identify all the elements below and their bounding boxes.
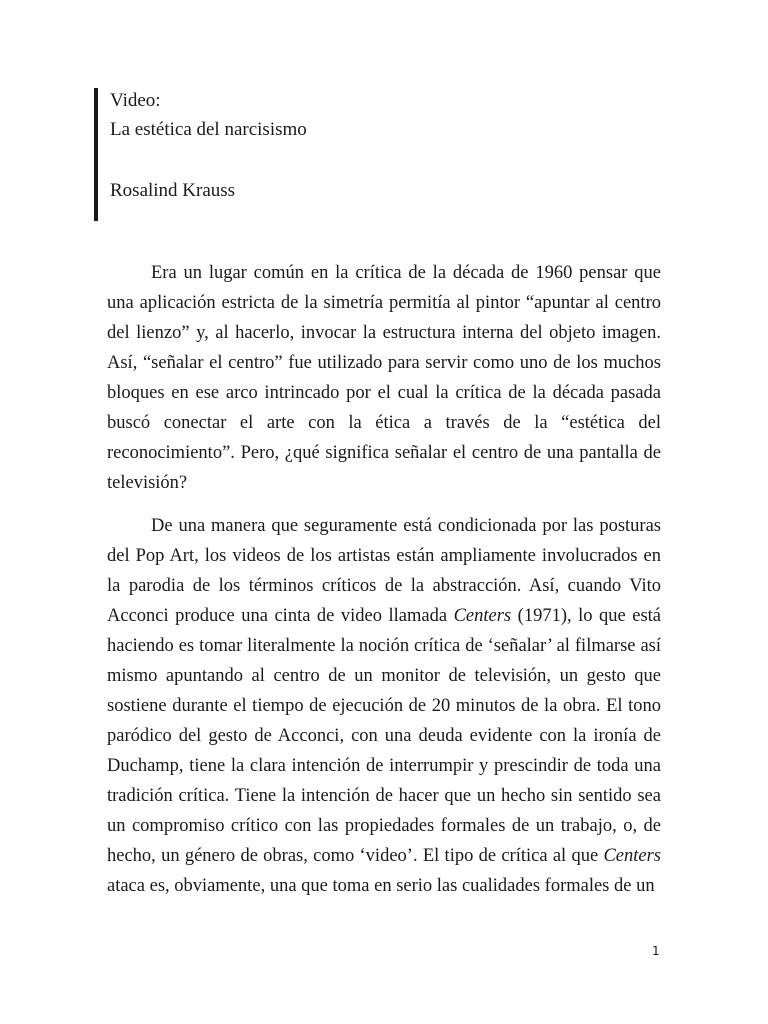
italic-title: Centers (453, 606, 512, 626)
title-line-video: Video: (110, 90, 161, 111)
italic-title: Centers (603, 846, 661, 866)
paragraph-1 (107, 258, 661, 498)
paragraph-text: Era un lugar común en la crítica de la década de 1960 pensar que una aplicación estricta de la simetría permitía al pintor “apuntar al centro del lienzo” y, al hacerlo, invocar la estructura interna del objeto imagen. Así, “señalar el centro” fue utilizado para servir como uno de los muchos bloques en ese arco intrincado por el cual la crítica de la década pasada buscó conectar el arte con la ética a través de la “estética del reconocimiento”. Pero, ¿qué significa señalar el centro de una pantalla de televisión? (107, 263, 661, 493)
paragraph-text: ataca es, obviamente, una que toma en serio las cualidades formales de un (107, 876, 655, 896)
paragraph-2 (107, 511, 661, 901)
paragraph-text: (1971), lo que está haciendo es tomar literalmente la noción crítica de ‘señalar’ al filmarse así mismo apuntando al centro de un monitor de televisión, un gesto que sostiene durante el tiempo de ejecución de 20 minutos de la obra. El tono paródico del gesto de Acconci, con una deuda evidente con la ironía de Duchamp, tiene la clara intención de interrumpir y prescindir de toda una tradición crítica. Tiene la intención de hacer que un hecho sin sentido sea un compromiso crítico con las propiedades formales de un trabajo, o, de hecho, un género de obras, como ‘video’. El tipo de crítica al que (107, 606, 661, 866)
page-number: 1 (652, 944, 660, 958)
title-line-subtitle: La estética del narcisismo (110, 119, 307, 140)
author-name: Rosalind Krauss (110, 180, 236, 201)
body-text (107, 258, 661, 901)
title-block (94, 88, 494, 221)
paragraph-text: De una manera que seguramente está condicionada por las posturas del Pop Art, los videos de los artistas están ampliamente involucrados en la parodia de los términos críticos de la abstracción. Así, cuando Vito Acconci produce una cinta de video llamada (107, 516, 661, 626)
